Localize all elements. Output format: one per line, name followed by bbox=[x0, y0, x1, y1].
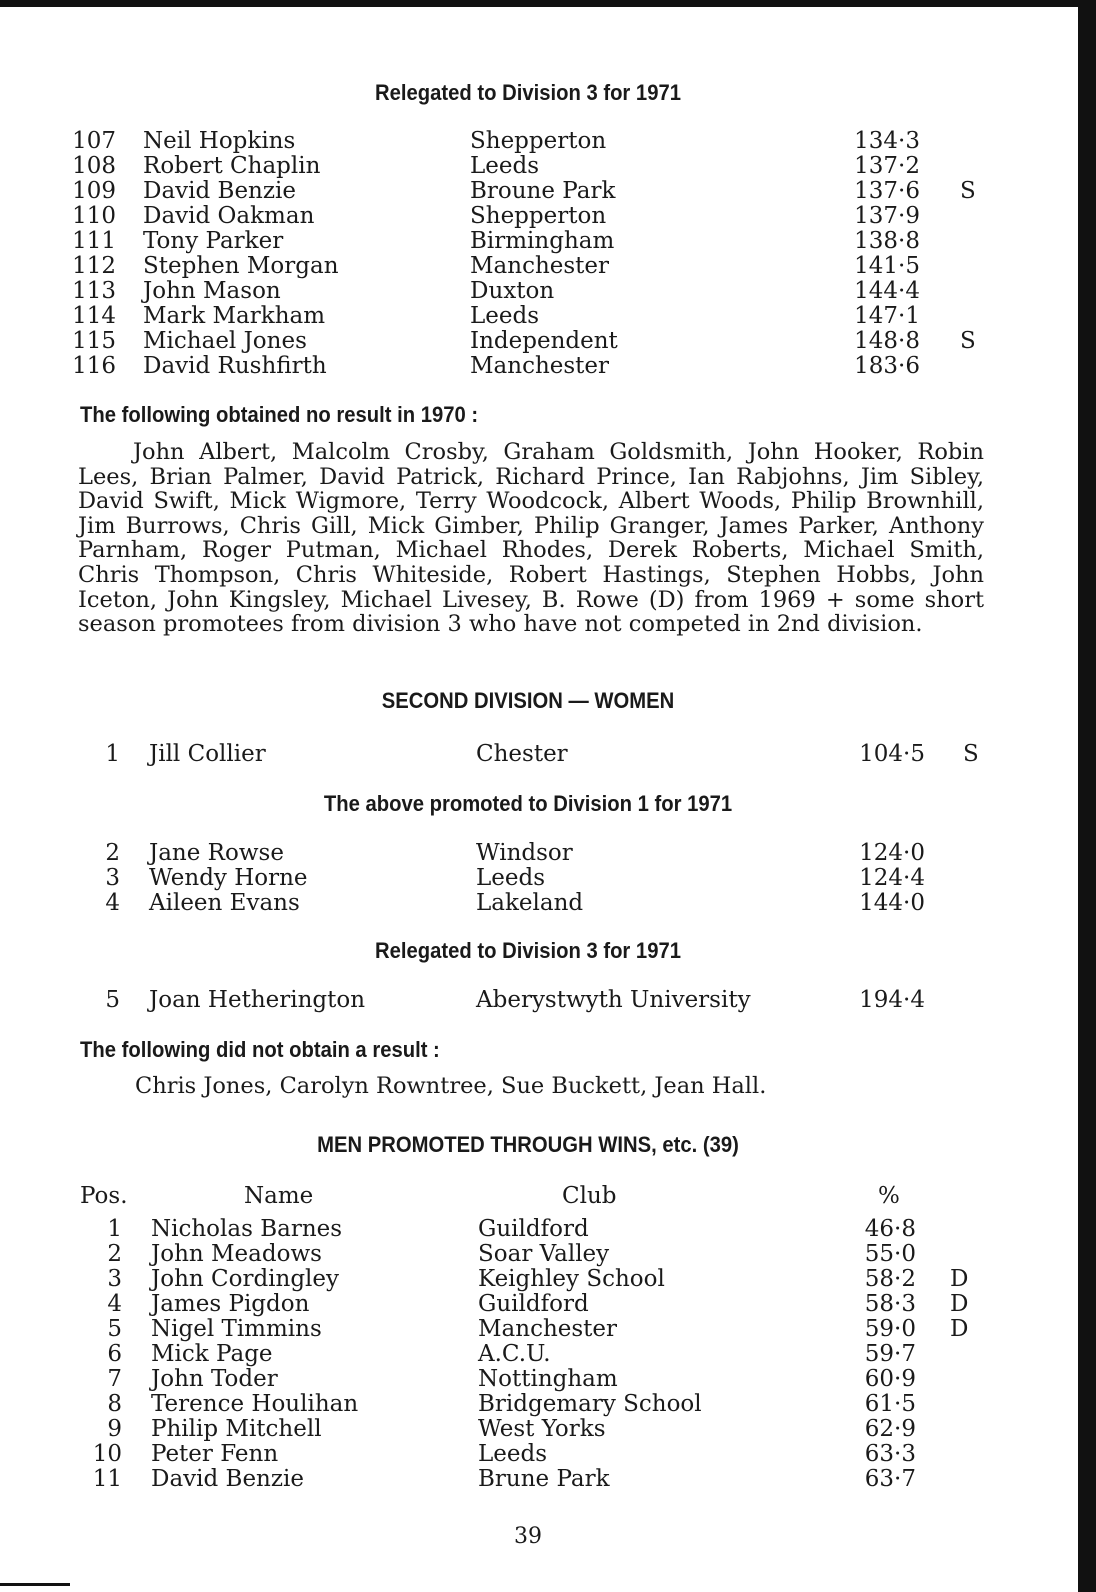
club-name: Guildford bbox=[478, 1291, 589, 1317]
competitor-name: Jane Rowse bbox=[149, 840, 284, 866]
men-promoted-heading: MEN PROMOTED THROUGH WINS, etc. (39) bbox=[317, 1132, 739, 1157]
club-name: Manchester bbox=[478, 1316, 618, 1342]
score-value: 59·0 bbox=[864, 1316, 916, 1342]
club-name: West Yorks bbox=[478, 1416, 606, 1442]
score-value: 62·9 bbox=[864, 1416, 916, 1442]
club-name: Soar Valley bbox=[478, 1241, 610, 1267]
club-name: Duxton bbox=[470, 278, 555, 304]
club-name: Manchester bbox=[470, 353, 610, 379]
club-name: Guildford bbox=[478, 1216, 589, 1242]
competitor-name: Nicholas Barnes bbox=[151, 1216, 343, 1242]
score-value: 63·7 bbox=[864, 1466, 916, 1492]
score-value: 137·9 bbox=[854, 203, 920, 229]
score-value: 59·7 bbox=[864, 1341, 916, 1367]
score-value: 144·0 bbox=[859, 890, 925, 916]
club-name: Aberystwyth University bbox=[476, 987, 751, 1013]
position: 1 bbox=[105, 741, 120, 767]
table-row bbox=[0, 1317, 1056, 1342]
score-value: 148·8 bbox=[854, 328, 920, 354]
column-header-name: Name bbox=[244, 1183, 314, 1209]
table-row bbox=[0, 304, 1056, 329]
competitor-name: Jill Collier bbox=[149, 741, 266, 767]
competitor-name: Joan Hetherington bbox=[149, 987, 366, 1013]
competitor-name: David Oakman bbox=[143, 203, 315, 229]
competitor-name: David Benzie bbox=[143, 178, 296, 204]
score-value: 124·4 bbox=[859, 865, 925, 891]
competitor-name: David Benzie bbox=[151, 1466, 304, 1492]
score-value: 144·4 bbox=[854, 278, 920, 304]
score-value: 137·2 bbox=[854, 153, 920, 179]
position: 116 bbox=[72, 353, 116, 379]
women-no-result-list: Chris Jones, Carolyn Rowntree, Sue Buckett, Jean Hall. bbox=[135, 1073, 767, 1099]
scan-edge-right bbox=[1078, 0, 1096, 1592]
position: 2 bbox=[105, 840, 120, 866]
score-value: 194·4 bbox=[859, 987, 925, 1013]
status-flag: D bbox=[950, 1291, 969, 1317]
position: 113 bbox=[72, 278, 116, 304]
table-row bbox=[0, 329, 1056, 354]
position: 3 bbox=[107, 1266, 122, 1292]
competitor-name: Stephen Morgan bbox=[143, 253, 339, 279]
position: 8 bbox=[107, 1391, 122, 1417]
club-name: Leeds bbox=[470, 153, 540, 179]
score-value: 134·3 bbox=[854, 128, 920, 154]
table-row bbox=[0, 1442, 1056, 1467]
table-row bbox=[0, 1242, 1056, 1267]
score-value: 147·1 bbox=[854, 303, 920, 329]
table-row bbox=[0, 1467, 1056, 1492]
scan-edge-bottom bbox=[0, 1583, 70, 1586]
table-row bbox=[0, 1417, 1056, 1442]
position: 108 bbox=[72, 153, 116, 179]
club-name: Nottingham bbox=[478, 1366, 618, 1392]
table-row bbox=[0, 841, 1056, 866]
status-flag: S bbox=[960, 178, 976, 204]
club-name: Chester bbox=[476, 741, 568, 767]
score-value: 46·8 bbox=[864, 1216, 916, 1242]
competitor-name: Neil Hopkins bbox=[143, 128, 296, 154]
position: 107 bbox=[72, 128, 116, 154]
status-flag: D bbox=[950, 1316, 969, 1342]
competitor-name: Mick Page bbox=[151, 1341, 273, 1367]
competitor-name: John Toder bbox=[151, 1366, 278, 1392]
score-value: 58·2 bbox=[864, 1266, 916, 1292]
status-flag: S bbox=[963, 741, 979, 767]
position: 112 bbox=[72, 253, 116, 279]
column-header-percent: % bbox=[878, 1183, 900, 1209]
score-value: 138·8 bbox=[854, 228, 920, 254]
club-name: Leeds bbox=[470, 303, 540, 329]
club-name: Windsor bbox=[476, 840, 573, 866]
score-value: 124·0 bbox=[859, 840, 925, 866]
table-row bbox=[0, 279, 1056, 304]
position: 5 bbox=[107, 1316, 122, 1342]
competitor-name: Terence Houlihan bbox=[151, 1391, 359, 1417]
competitor-name: David Rushfirth bbox=[143, 353, 327, 379]
position: 9 bbox=[107, 1416, 122, 1442]
competitor-name: Tony Parker bbox=[143, 228, 284, 254]
club-name: Lakeland bbox=[476, 890, 584, 916]
status-flag: S bbox=[960, 328, 976, 354]
table-row bbox=[0, 742, 1056, 767]
score-value: 104·5 bbox=[859, 741, 925, 767]
table-row bbox=[0, 179, 1056, 204]
club-name: Leeds bbox=[476, 865, 546, 891]
competitor-name: Mark Markham bbox=[143, 303, 326, 329]
table-row bbox=[0, 129, 1056, 154]
women-no-result-heading: The following did not obtain a result : bbox=[80, 1037, 440, 1062]
table-row bbox=[0, 154, 1056, 179]
competitor-name: Aileen Evans bbox=[149, 890, 300, 916]
competitor-name: John Meadows bbox=[151, 1241, 322, 1267]
club-name: Leeds bbox=[478, 1441, 548, 1467]
column-header-pos: Pos. bbox=[80, 1183, 128, 1209]
club-name: Shepperton bbox=[470, 203, 607, 229]
relegated-heading: Relegated to Division 3 for 1971 bbox=[375, 80, 681, 105]
position: 3 bbox=[105, 865, 120, 891]
table-row bbox=[0, 204, 1056, 229]
position: 110 bbox=[72, 203, 116, 229]
club-name: Manchester bbox=[470, 253, 610, 279]
score-value: 61·5 bbox=[864, 1391, 916, 1417]
club-name: Broune Park bbox=[470, 178, 616, 204]
page-number: 39 bbox=[514, 1524, 542, 1549]
position: 7 bbox=[107, 1366, 122, 1392]
competitor-name: John Cordingley bbox=[151, 1266, 340, 1292]
position: 4 bbox=[105, 890, 120, 916]
competitor-name: Peter Fenn bbox=[151, 1441, 279, 1467]
women-division-heading: SECOND DIVISION — WOMEN bbox=[381, 688, 675, 713]
club-name: Keighley School bbox=[478, 1266, 665, 1292]
score-value: 137·6 bbox=[854, 178, 920, 204]
no-result-paragraph: John Albert, Malcolm Crosby, Graham Goldsmith, John Hooker, Robin Lees, Brian Palmer, David Patrick, Richard Prince, Ian Rabjohns, Jim Sibley, David Swift, Mick Wigmore, Terry Woodcock, Albert Woods, Philip Brownhill, Jim Burrows, Chris Gill, Mick Gimber, Philip Granger, James Parker, Anthony Parnham, Roger Putman, Michael Rhodes, Derek Roberts, Michael Smith, Chris Thompson, Chris Whiteside, Robert Hastings, Stephen Hobbs, John Iceton, John Kingsley, Michael Livesey, B. Rowe (D) from 1969 + some short season promotees from division 3 who have not competed in 2nd division. bbox=[78, 439, 984, 638]
position: 10 bbox=[92, 1441, 122, 1467]
club-name: Shepperton bbox=[470, 128, 607, 154]
position: 1 bbox=[107, 1216, 122, 1242]
promoted-heading: The above promoted to Division 1 for 1971 bbox=[323, 791, 733, 816]
table-row bbox=[0, 1342, 1056, 1367]
score-value: 63·3 bbox=[864, 1441, 916, 1467]
table-row bbox=[0, 354, 1056, 379]
table-row bbox=[0, 866, 1056, 891]
scan-edge-top bbox=[0, 0, 1096, 7]
position: 114 bbox=[72, 303, 116, 329]
no-result-heading: The following obtained no result in 1970 : bbox=[80, 402, 479, 427]
column-header-club: Club bbox=[562, 1183, 617, 1209]
position: 109 bbox=[72, 178, 116, 204]
status-flag: D bbox=[950, 1266, 969, 1292]
table-row bbox=[0, 1267, 1056, 1292]
position: 4 bbox=[107, 1291, 122, 1317]
score-value: 55·0 bbox=[864, 1241, 916, 1267]
table-row bbox=[0, 1367, 1056, 1392]
table-row bbox=[0, 229, 1056, 254]
table-row bbox=[0, 988, 1056, 1013]
table-row bbox=[0, 891, 1056, 916]
table-row bbox=[0, 254, 1056, 279]
competitor-name: Robert Chaplin bbox=[143, 153, 321, 179]
table-row bbox=[0, 1392, 1056, 1417]
score-value: 183·6 bbox=[854, 353, 920, 379]
competitor-name: Nigel Timmins bbox=[151, 1316, 322, 1342]
club-name: A.C.U. bbox=[478, 1341, 551, 1367]
club-name: Bridgemary School bbox=[478, 1391, 702, 1417]
position: 6 bbox=[107, 1341, 122, 1367]
position: 5 bbox=[105, 987, 120, 1013]
club-name: Independent bbox=[470, 328, 618, 354]
table-row bbox=[0, 1292, 1056, 1317]
position: 115 bbox=[72, 328, 116, 354]
position: 11 bbox=[92, 1466, 122, 1492]
relegated-heading-women: Relegated to Division 3 for 1971 bbox=[375, 938, 681, 963]
position: 2 bbox=[107, 1241, 122, 1267]
competitor-name: Wendy Horne bbox=[149, 865, 308, 891]
club-name: Birmingham bbox=[470, 228, 615, 254]
score-value: 58·3 bbox=[864, 1291, 916, 1317]
position: 111 bbox=[72, 228, 116, 254]
club-name: Brune Park bbox=[478, 1466, 610, 1492]
table-row bbox=[0, 1217, 1056, 1242]
competitor-name: John Mason bbox=[143, 278, 281, 304]
competitor-name: James Pigdon bbox=[151, 1291, 310, 1317]
score-value: 141·5 bbox=[854, 253, 920, 279]
score-value: 60·9 bbox=[864, 1366, 916, 1392]
competitor-name: Philip Mitchell bbox=[151, 1416, 322, 1442]
competitor-name: Michael Jones bbox=[143, 328, 307, 354]
